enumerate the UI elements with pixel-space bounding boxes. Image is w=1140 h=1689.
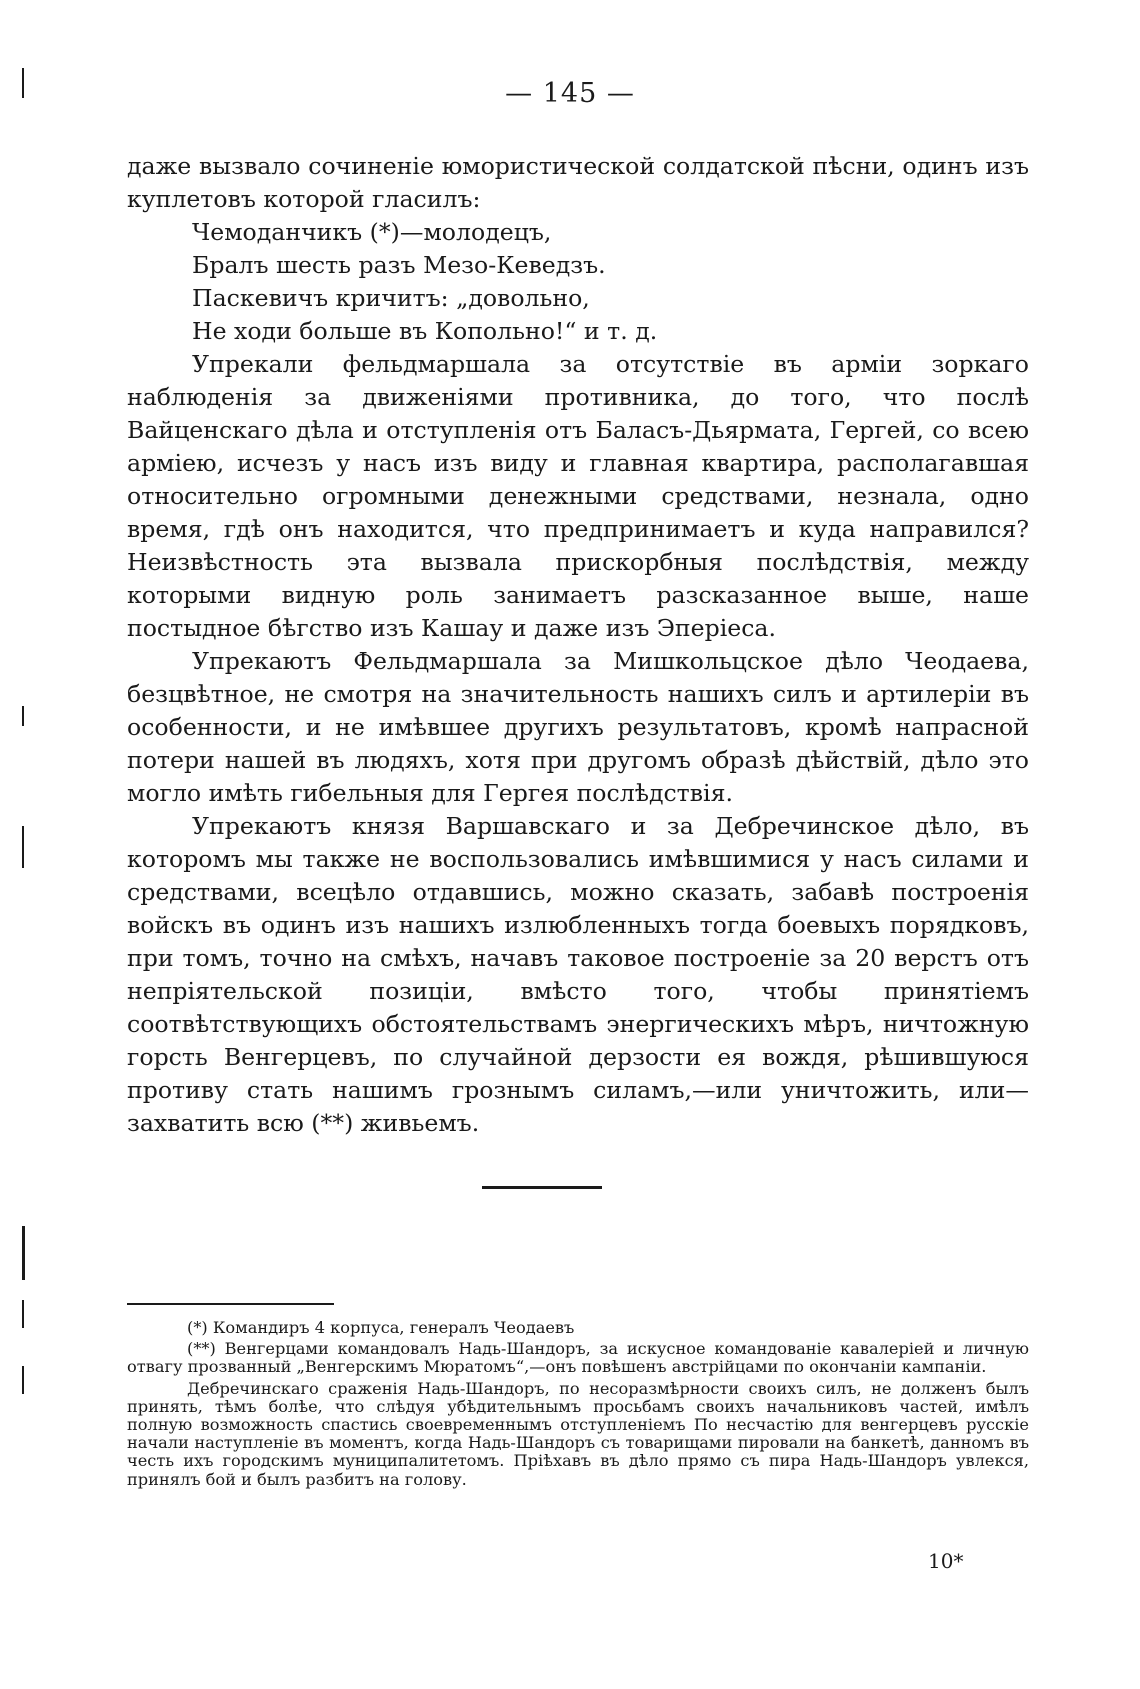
- verse-line: Не ходи больше въ Копольно!“ и т. д.: [192, 317, 658, 345]
- signature-mark: 10*: [928, 1549, 964, 1573]
- margin-mark-4: [22, 1226, 25, 1280]
- paragraph-3: Упрекаютъ Фельдмаршала за Мишкольцское дѣло Чеодаева, безцвѣтное, не смотря на значительность нашихъ силъ и артилеріи въ особенности, и не имѣвшее другихъ результатовъ, кромѣ напрасной потери нашей въ людяхъ, хотя при другомъ образѣ дѣйствій, дѣло это могло имѣть гибельныя для Гергея послѣдствія.: [127, 647, 1029, 807]
- verse-line: Паскевичъ кричитъ: „довольно,: [192, 284, 590, 312]
- footnote-divider: [127, 1303, 334, 1305]
- body-text: [127, 150, 1029, 1140]
- section-divider: [482, 1186, 602, 1189]
- margin-mark-2: [22, 706, 24, 726]
- footnote-3: Дебречинскаго сраженія Надь-Шандоръ, по несоразмѣрности своихъ силъ, не долженъ былъ принять, тѣмъ болѣе, что слѣдуя убѣдительнымъ просьбамъ своихъ начальниковъ частей, имѣлъ полную возможность спастись своевременнымъ отступленіемъ По несчастію для венгерцевъ русскіе начали наступленіе въ моментъ, когда Надь-Шандоръ съ товарищами пировали на банкетѣ, данномъ въ честь ихъ городскимъ муниципалитетомъ. Пріѣхавъ въ дѣло прямо съ пира Надь-Шандоръ увлекся, принялъ бой и былъ разбитъ на голову.: [127, 1378, 1029, 1489]
- verse-block: [127, 216, 1029, 348]
- margin-mark-5: [22, 1300, 24, 1328]
- paragraph-4: Упрекаютъ князя Варшавскаго и за Дебречинское дѣло, въ которомъ мы также не воспользовались имѣвшимися у насъ силами и средствами, всецѣло отдавшись, можно сказать, забавѣ построенія войскъ въ одинъ изъ нашихъ излюбленныхъ тогда боевыхъ порядковъ, при томъ, точно на смѣхъ, начавъ таковое построеніе за 20 верстъ отъ непріятельской позиціи, вмѣсто того, чтобы принятіемъ соотвѣтствующихъ обстоятельствамъ энергическихъ мѣръ, ничтожную горсть Венгерцевъ, по случайной дерзости ея вождя, рѣшившуюся противу стать нашимъ грознымъ силамъ,—или уничтожить, или—захватить всю (**) живьемъ.: [127, 812, 1029, 1137]
- margin-mark-3: [22, 826, 24, 868]
- verse-line: Бралъ шесть разъ Мезо-Кеведзъ.: [192, 251, 606, 279]
- verse-line: Чемоданчикъ (*)—молодецъ,: [192, 218, 552, 246]
- margin-mark-1: [22, 68, 24, 98]
- footnotes: [127, 1319, 1029, 1489]
- margin-mark-6: [22, 1366, 24, 1394]
- paragraph-1: даже вызвало сочиненіе юмористической солдатской пѣсни, одинъ изъ куплетовъ которой гласилъ:: [127, 152, 1029, 213]
- paragraph-2: Упрекали фельдмаршала за отсутствіе въ арміи зоркаго наблюденія за движеніями противника, до того, что послѣ Вайценскаго дѣла и отступленія отъ Баласъ-Дьярмата, Гергей, со всею арміею, исчезъ у насъ изъ виду и главная квартира, располагавшая относительно огромными денежными средствами, незнала, одно время, гдѣ онъ находится, что предпринимаетъ и куда направился? Неизвѣстность эта вызвала прискорбныя послѣдствія, между которыми видную роль занимаетъ разсказанное выше, наше постыдное бѣгство изъ Кашау и даже изъ Эперіеса.: [127, 350, 1029, 642]
- footnote-2: (**) Венгерцами командовалъ Надь-Шандоръ, за искусное командованіе кавалеріей и личную отвагу прозванный „Венгерскимъ Мюратомъ“,—онъ повѣшенъ австрійцами по окончаніи кампаніи.: [127, 1339, 1029, 1377]
- page-number: — 145 —: [505, 78, 635, 109]
- footnote-1: (*) Командиръ 4 корпуса, генералъ Чеодаевъ: [187, 1318, 575, 1337]
